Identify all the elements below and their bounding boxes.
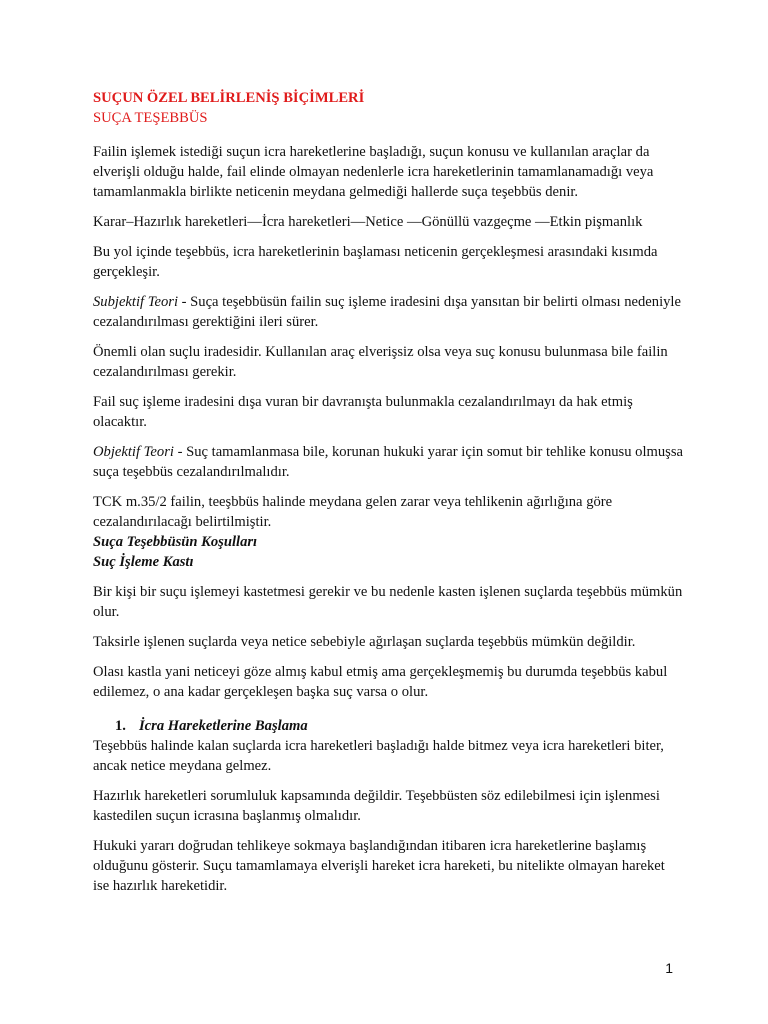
list-item-execution <box>93 716 683 736</box>
objective-theory-text: - Suç tamamlanmasa bile, korunan hukuki yarar için somut bir tehlike konusu olmuşsa suça teşebbüs cezalandırılmalıdır. <box>93 444 684 480</box>
paragraph-tck: TCK m.35/2 failin, teeşbbüs halinde meydana gelen zarar veya tehlikenin ağırlığına göre cezalandırılacağı belirtilmiştir. <box>93 494 613 530</box>
paragraph-punishment: Fail suç işleme iradesini dışa vuran bir davranışta bulunmakla cezalandırılmayı da hak etmiş olacaktır. <box>93 394 633 430</box>
paragraph-negligence: Taksirle işlenen suçlarda veya netice sebebiyle ağırlaşan suçlarda teşebbüs mümkün değildir. <box>93 634 636 650</box>
paragraph-objective-theory <box>93 442 683 482</box>
paragraph-subjective-theory <box>93 292 683 332</box>
document-subtitle: SUÇA TEŞEBBÜS <box>93 110 208 126</box>
list-number: 1. <box>115 718 126 734</box>
paragraph-stages: Karar–Hazırlık hareketleri—İcra hareketleri—Netice —Gönüllü vazgeçme —Etkin pişmanlık <box>93 214 643 230</box>
term-subjective-theory: Subjektif Teori <box>93 294 178 310</box>
subjective-theory-text: - Suça teşebbüsün failin suç işleme iradesini dışa yansıtan bir belirti olması nedeniyle cezalandırılması gerektiğini ileri sürer. <box>93 294 681 330</box>
paragraph-possible-intent: Olası kastla yani neticeyi göze almış kabul etmiş ama gerçekleşmemiş bu durumda teşebbüs kabul edilemez, o ana kadar gerçekleşen başka suç varsa o olur. <box>93 664 668 700</box>
paragraph-attempt: Teşebbüs halinde kalan suçlarda icra hareketleri başladığı halde bitmez veya icra hareketleri biter, ancak netice meydana gelmez. <box>93 738 664 774</box>
document-title: SUÇUN ÖZEL BELİRLENİŞ BİÇİMLERİ <box>93 90 365 106</box>
paragraph-legal-interest: Hukuki yararı doğrudan tehlikeye sokmaya başlandığından itibaren icra hareketlerine başlamış olduğunu gösterir. Suçu tamamlamaya elverişli hareket icra hareketi, bu nitelikte olmayan hareket ise hazırlık hareketidir. <box>93 838 665 894</box>
section-heading-intent: Suç İşleme Kastı <box>93 554 194 570</box>
document-page <box>93 88 683 906</box>
page-number: 1 <box>665 960 673 976</box>
paragraph-intent: Önemli olan suçlu iradesidir. Kullanılan araç elverişsiz olsa veya suç konusu bulunmasa bile failin cezalandırılması gerekir. <box>93 344 668 380</box>
section-heading-conditions: Suça Teşebbüsün Koşulları <box>93 534 258 550</box>
paragraph-scope: Bu yol içinde teşebbüs, icra hareketlerinin başlaması neticenin gerçekleşmesi arasındaki kısımda gerçekleşir. <box>93 244 658 280</box>
list-title: İcra Hareketlerine Başlama <box>139 718 308 734</box>
term-objective-theory: Objektif Teori <box>93 444 174 460</box>
paragraph-definition: Failin işlemek istediği suçun icra hareketlerine başladığı, suçun konusu ve kullanılan araçlar da elverişli olduğu halde, fail elinde olmayan nedenlerle icra hareketlerinin tamamlanamadığı veya tamamlanmakla birlikte neticenin meydana gelmediği hallerde suça teşebbüs denir. <box>93 144 654 200</box>
paragraph-preparation: Hazırlık hareketleri sorumluluk kapsamında değildir. Teşebbüsten söz edilebilmesi için işlenmesi kastedilen suçun icrasına başlanmış olmalıdır. <box>93 788 660 824</box>
paragraph-intent-required: Bir kişi bir suçu işlemeyi kastetmesi gerekir ve bu nedenle kasten işlenen suçlarda teşebbüs mümkün olur. <box>93 584 683 620</box>
